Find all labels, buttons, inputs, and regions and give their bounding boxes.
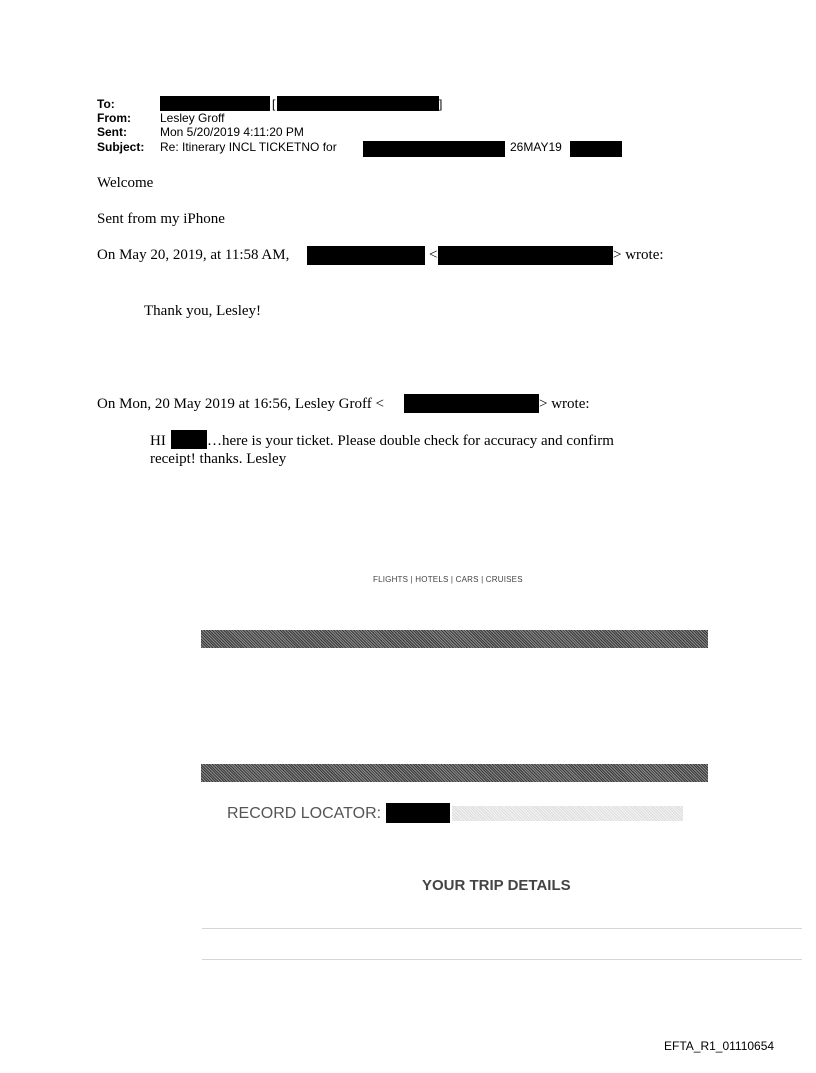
trip-details-title: YOUR TRIP DETAILS [422, 877, 571, 894]
sent-label: Sent: [97, 125, 127, 139]
itinerary-banner-bottom [201, 764, 708, 782]
subject-tail-redaction [570, 141, 622, 157]
quote1-text: Thank you, Lesley! [144, 303, 262, 319]
record-locator-redaction [386, 803, 450, 823]
trip-divider-1 [202, 928, 802, 929]
quote1-intro: On May 20, 2019, at 11:58 AM, [97, 247, 290, 263]
subject-prefix: Re: Itinerary INCL TICKETNO for [160, 140, 337, 154]
quote2-wrote: > wrote: [539, 396, 590, 412]
quote1-email-redaction [438, 246, 613, 265]
quote1-name-redaction [307, 246, 425, 265]
quote2-line1: …here is your ticket. Please double check for accuracy and confirm [207, 433, 614, 449]
doc-id: EFTA_R1_01110654 [664, 1039, 775, 1053]
signature: Sent from my iPhone [97, 211, 225, 227]
quote2-email-redaction [404, 394, 539, 413]
from-label: From: [97, 111, 131, 125]
quote2-hi: HI [150, 433, 166, 449]
quote2-intro: On Mon, 20 May 2019 at 16:56, Lesley Groff < [97, 396, 384, 412]
subject-date: 26MAY19 [510, 140, 562, 154]
reply-text: Welcome [97, 175, 154, 191]
itinerary-banner-top [201, 630, 708, 648]
trip-divider-2 [202, 959, 802, 960]
quote2-name-redaction [171, 430, 207, 449]
to-name-redaction [160, 96, 270, 111]
subject-label: Subject: [97, 140, 145, 154]
subject-name-redaction [363, 141, 505, 157]
from-value: Lesley Groff [160, 111, 225, 125]
to-bracket-open: [ [272, 97, 276, 111]
to-email-redaction [277, 96, 439, 111]
quote1-lt: < [429, 247, 438, 263]
to-label: To: [97, 97, 115, 111]
record-locator-field [452, 806, 683, 821]
quote2-line2: receipt! thanks. Lesley [150, 451, 287, 467]
record-locator-label: RECORD LOCATOR: [227, 805, 382, 822]
to-bracket-close: ] [439, 97, 443, 111]
itinerary-nav: FLIGHTS | HOTELS | CARS | CRUISES [373, 575, 523, 584]
sent-value: Mon 5/20/2019 4:11:20 PM [160, 125, 304, 139]
quote1-wrote: > wrote: [613, 247, 664, 263]
